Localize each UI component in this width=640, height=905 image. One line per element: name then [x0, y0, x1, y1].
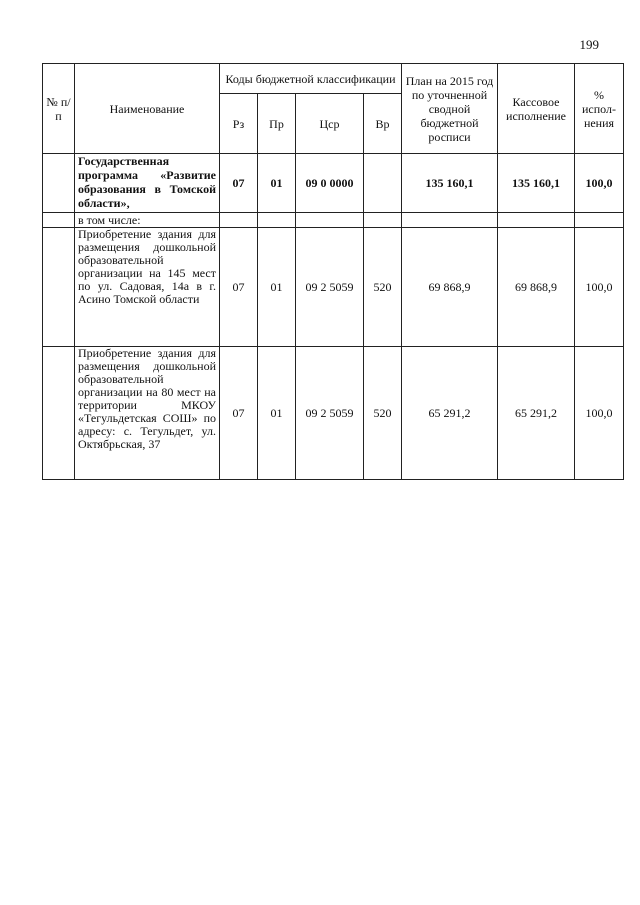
cell-plan: 65 291,2 — [402, 347, 498, 480]
cell-csr: 09 2 5059 — [296, 347, 364, 480]
cell-cash: 65 291,2 — [498, 347, 575, 480]
cell-percent: 100,0 — [575, 228, 624, 347]
cell-pr: 01 — [258, 228, 296, 347]
header-vr: Вр — [364, 94, 402, 154]
cell-cash: 135 160,1 — [498, 154, 575, 213]
cell-pr: 01 — [258, 154, 296, 213]
cell-num — [43, 347, 75, 480]
cell-percent — [575, 213, 624, 228]
cell-plan: 135 160,1 — [402, 154, 498, 213]
cell-csr — [296, 213, 364, 228]
cell-rz — [220, 213, 258, 228]
cell-percent: 100,0 — [575, 347, 624, 480]
cell-num — [43, 228, 75, 347]
cell-pr — [258, 213, 296, 228]
header-num: № п/п — [43, 64, 75, 154]
header-cash: Кассовое исполнение — [498, 64, 575, 154]
cell-rz: 07 — [220, 347, 258, 480]
cell-cash — [498, 213, 575, 228]
cell-vr — [364, 154, 402, 213]
table-row — [43, 213, 624, 228]
page-number: 199 — [579, 37, 599, 52]
budget-execution-table — [42, 63, 624, 480]
table-row — [43, 347, 624, 480]
cell-name: Государственная программа «Развитие образования в Томской области», — [75, 154, 220, 213]
header-rz: Рз — [220, 94, 258, 154]
cell-csr: 09 0 0000 — [296, 154, 364, 213]
table-row — [43, 228, 624, 347]
header-percent: % испол-нения — [575, 64, 624, 154]
cell-rz: 07 — [220, 228, 258, 347]
cell-num — [43, 154, 75, 213]
table-row — [43, 154, 624, 213]
header-plan: План на 2015 год по уточненной сводной бюджетной росписи — [402, 64, 498, 154]
header-pr: Пр — [258, 94, 296, 154]
cell-pr: 01 — [258, 347, 296, 480]
cell-cash: 69 868,9 — [498, 228, 575, 347]
cell-name: Приобретение здания для размещения дошкольной образовательной организации на 80 мест на территории МКОУ «Тегульдетская СОШ» по адресу: с. Тегульдет, ул. Октябрьская, 37 — [75, 347, 220, 480]
header-codes-group: Коды бюджетной классификации — [220, 64, 402, 94]
cell-percent: 100,0 — [575, 154, 624, 213]
cell-rz: 07 — [220, 154, 258, 213]
cell-csr: 09 2 5059 — [296, 228, 364, 347]
cell-plan — [402, 213, 498, 228]
cell-num — [43, 213, 75, 228]
cell-name: в том числе: — [75, 213, 220, 228]
cell-name: Приобретение здания для размещения дошкольной образовательной организации на 145 мест по ул. Садовая, 14а в г. Асино Томской области — [75, 228, 220, 347]
header-name: Наименование — [75, 64, 220, 154]
cell-plan: 69 868,9 — [402, 228, 498, 347]
cell-vr: 520 — [364, 228, 402, 347]
header-csr: Цср — [296, 94, 364, 154]
cell-vr — [364, 213, 402, 228]
cell-vr: 520 — [364, 347, 402, 480]
